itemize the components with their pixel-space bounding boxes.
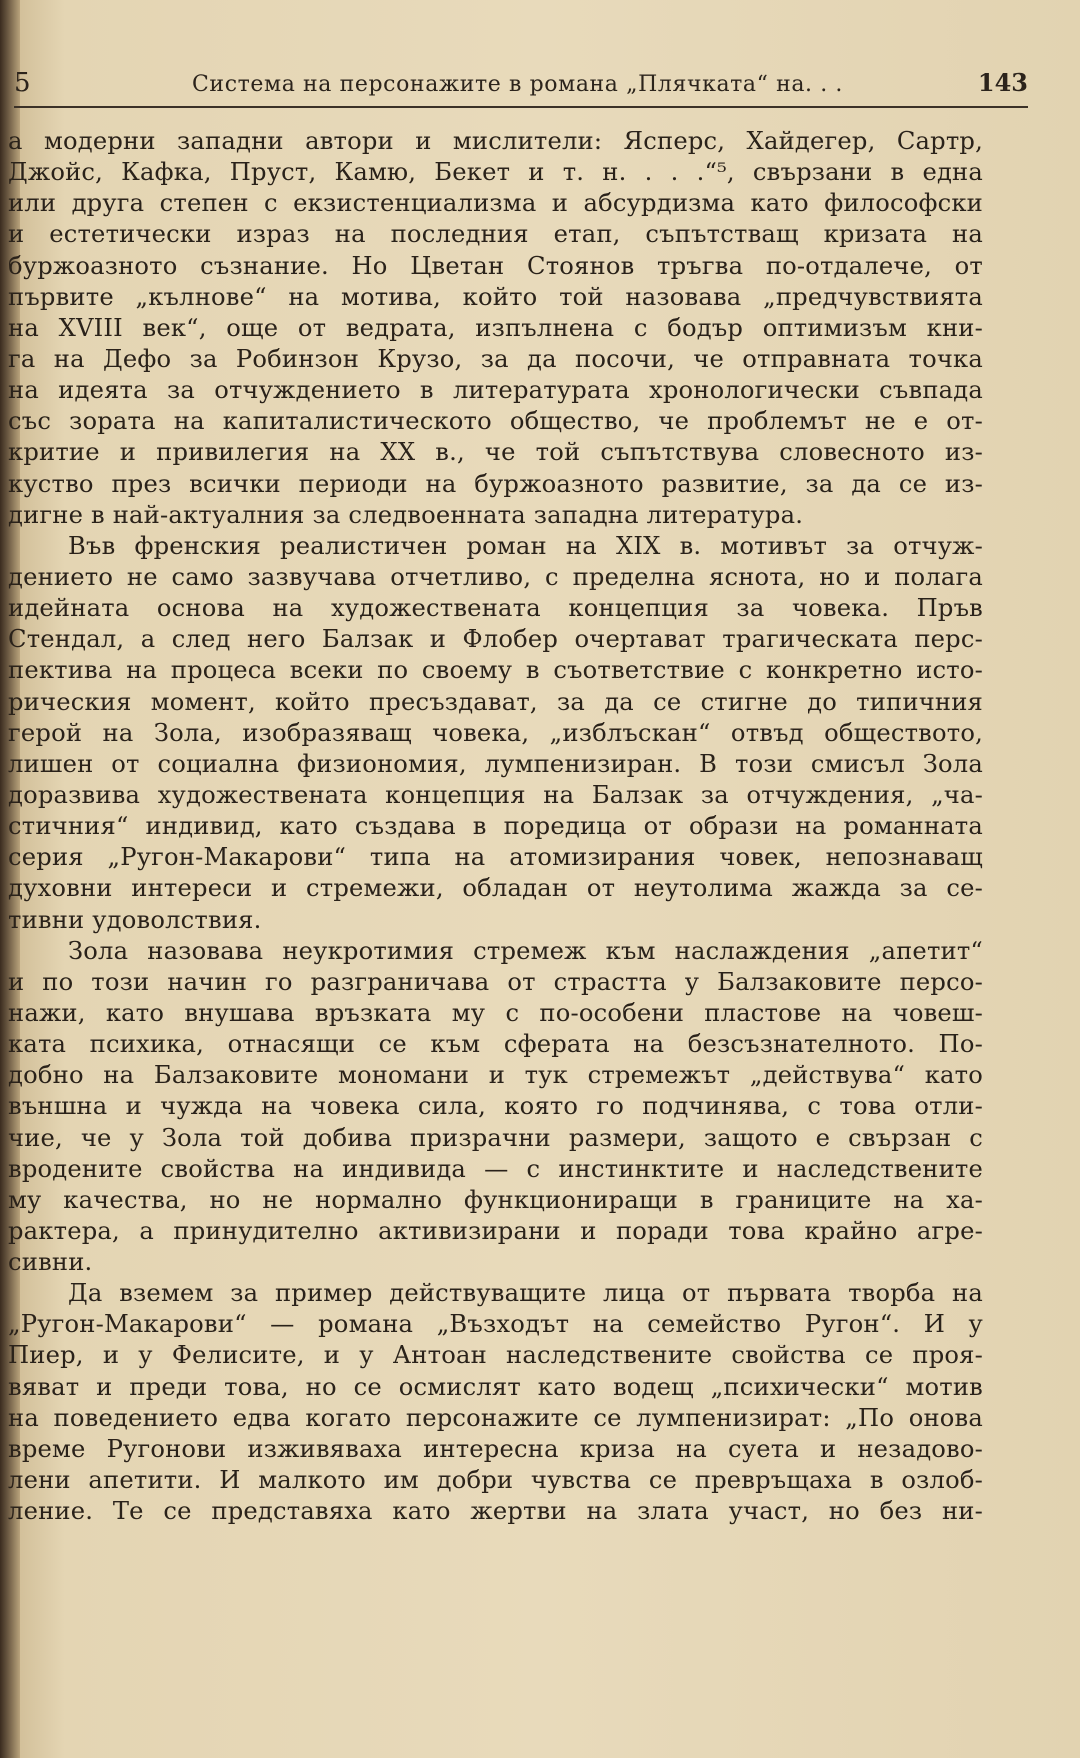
running-title: Система на персонажите в романа „Плячката“ на. . . xyxy=(192,72,844,97)
text-line: тивни удоволствия. xyxy=(8,905,262,934)
text-line: първите „кълнове“ на мотива, който той назовава „предчувствията xyxy=(8,282,983,311)
text-line: Да вземем за пример действуващите лица от първата творба на xyxy=(68,1279,983,1308)
text-line: на идеята за отчуждението в литературата хронологически съвпада xyxy=(8,376,983,405)
text-line: ление. Те се представяха като жертви на злата участ, но без ни- xyxy=(8,1497,983,1526)
text-line: рактера, а принудително активизирани и поради това крайно агре- xyxy=(8,1216,983,1245)
text-line: куство през всички периоди на буржоазното развитие, за да се из- xyxy=(8,469,983,498)
header-left-mark: 5 xyxy=(14,68,31,98)
text-line: добно на Балзаковите мономани и тук стремежът „действува“ като xyxy=(8,1061,983,1090)
text-line: стичния“ индивид, като създава в поредица от образи на романната xyxy=(8,812,983,841)
text-line: и по този начин го разграничава от страстта у Балзаковите персо- xyxy=(8,967,983,996)
text-line: критие и привилегия на XX в., че той съпътствува словесното из- xyxy=(8,438,983,467)
text-line: време Ругонови изживяваха интересна криза на суета и незадово- xyxy=(8,1434,983,1463)
text-line: чие, че у Зола той добива призрачни размери, защото е свързан с xyxy=(8,1123,983,1152)
text-line: и естетически израз на последния етап, съпътстващ кризата на xyxy=(8,220,983,249)
text-line: лени апетити. И малкото им добри чувства се превръщаха в озлоб- xyxy=(8,1466,983,1495)
text-line: външна и чужда на човека сила, която го подчинява, с това отли- xyxy=(8,1092,983,1121)
text-line: на поведението едва когато персонажите се лумпенизират: „По онова xyxy=(8,1403,983,1432)
text-line: Пиер, и у Фелисите, и у Антоан наследствените свойства се проя- xyxy=(8,1341,983,1370)
text-line: „Ругон-Макарови“ — романа „Възходът на семейство Ругон“. И у xyxy=(8,1310,983,1339)
text-line: идейната основа на художествената концепция за човека. Пръв xyxy=(8,594,983,623)
text-line: вродените свойства на индивида — с инстинктите и наследствените xyxy=(8,1154,983,1183)
text-line: със зората на капиталистическото общество, че проблемът не е от- xyxy=(8,407,983,436)
text-line: дението не само зазвучава отчетливо, с пределна яснота, но и полага xyxy=(8,562,983,591)
text-line: герой на Зола, изобразяващ човека, „изблъскан“ отвъд обществото, xyxy=(8,718,983,747)
text-line: нажи, като внушава връзката му с по-особени пластове на човеш- xyxy=(8,998,983,1027)
text-line: буржоазното съзнание. Но Цветан Стоянов тръгва по-отдалече, от xyxy=(8,251,983,280)
text-line: му качества, но не нормално функциониращи в границите на ха- xyxy=(8,1185,983,1214)
text-line: а модерни западни автори и мислители: Ясперс, Хайдегер, Сартр, xyxy=(8,127,983,155)
page-number: 143 xyxy=(977,68,1028,97)
text-line: Стендал, а след него Балзак и Флобер очертават трагическата перс- xyxy=(8,625,983,654)
text-line: рическия момент, който пресъздават, за да се стигне до типичния xyxy=(8,687,983,716)
running-header xyxy=(14,62,1028,108)
text-line: га на Дефо за Робинзон Крузо, за да посочи, че отправната точка xyxy=(8,344,983,373)
text-line: лишен от социална физиономия, лумпенизиран. В този смисъл Зола xyxy=(8,749,983,778)
text-line: ката психика, отнасящи се към сферата на безсъзнателното. По- xyxy=(8,1030,983,1059)
text-line: или друга степен с екзистенциализма и абсурдизма като философски xyxy=(8,189,983,218)
text-line: серия „Ругон-Макарови“ типа на атомизирания човек, непознаващ xyxy=(8,843,983,872)
text-line: на XVIII век“, още от ведрата, изпълнена с бодър оптимизъм кни- xyxy=(8,313,983,342)
text-line: Джойс, Кафка, Пруст, Камю, Бекет и т. н. . . .“⁵, свързани в една xyxy=(8,158,983,187)
text-line: сивни. xyxy=(8,1248,93,1277)
text-line: Във френския реалистичен роман на XIX в. мотивът за отчуж- xyxy=(68,531,983,560)
text-line: доразвива художествената концепция на Балзак за отчуждения, „ча- xyxy=(8,780,983,809)
text-line: духовни интереси и стремежи, обладан от неутолима жажда за се- xyxy=(8,874,983,903)
text-line: пектива на процеса всеки по своему в съответствие с конкретно исто- xyxy=(8,656,983,685)
body-text xyxy=(8,126,983,1527)
text-line: Зола назовава неукротимия стремеж към наслаждения „апетит“ xyxy=(68,936,983,965)
text-line: дигне в най-актуалния за следвоенната западна литература. xyxy=(8,500,804,529)
text-line: вяват и преди това, но се осмислят като водещ „психически“ мотив xyxy=(8,1372,983,1401)
